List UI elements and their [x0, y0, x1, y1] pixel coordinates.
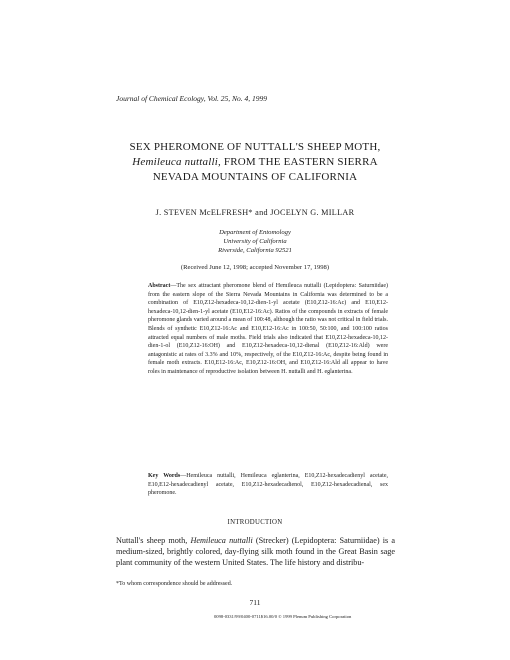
journal-citation: Journal of Chemical Ecology, Vol. 25, No. 4, 1999 [116, 94, 268, 103]
section-heading: INTRODUCTION [227, 519, 283, 526]
affiliation-university: University of California [223, 238, 287, 245]
intro-paragraph [116, 535, 395, 568]
intro-text-rest: (Strecker) (Lepidoptera: Saturniidae) is a medium-sized, brightly colored, day-flying silk moth found in the Great Basin sage plant community of the western United States. The life history and distribu- [116, 536, 395, 567]
abstract-label: Abstract [148, 283, 171, 289]
abstract-text: —The sex attractant pheromone blend of Hemileuca nuttalli (Lepidoptera: Saturniidae) from the eastern slope of the Sierra Nevada Mountains in California was determined to be a combination of E10,Z12-hexadeca-10,12-dien-1-yl acetate (E10,Z12-16:Ac) and E10,E12-hexadeca-10,12-dien-1-yl acetate (E10,E12-16:Ac). Ratios of the compounds in extracts of female pheromone glands varied around a mean of 100:48, although the ratio was not critical in field trials. Blends of synthetic E10,Z12-16:Ac and E10,E12-16:Ac in 100:50, 50:100, and 100:100 ratios attracted equal numbers of male moths. Field trials also indicated that E10,Z12-hexadeca-10,12-dien-1-ol (E10,Z12-16:OH) and E10,Z12-hexadeca-10,12-dienal (E10,Z12-16:Ald) were antagonistic at rates of 3.3% and 10%, respectively, of the E10,Z12-16:Ac, despite being found in female moth extracts. E10,E12-16:Ac, E10,Z12-16:OH, and E10,Z12-16:Ald all appear to have roles in maintenance of reproductive isolation between H. nuttalli and H. eglanterina. [148, 283, 388, 375]
key-words [148, 472, 388, 498]
affiliation [90, 228, 420, 255]
title-species: Hemileuca nuttalli, [132, 156, 221, 168]
abstract [148, 282, 388, 377]
intro-species: Hemileuca nuttalli [190, 536, 253, 545]
page-number: 711 [249, 598, 261, 607]
title-line-2-rest: FROM THE EASTERN SIERRA [220, 156, 378, 168]
footnote: *To whom correspondence should be addressed. [116, 581, 233, 587]
received-dates: (Received June 12, 1998; accepted November 17, 1998) [180, 264, 330, 271]
title-line-1: SEX PHEROMONE OF NUTTALL'S SHEEP MOTH, [129, 141, 381, 153]
key-words-label: Key Words [148, 473, 181, 479]
author-list: J. STEVEN McELFRESH* and JOCELYN G. MILLAR [155, 208, 355, 217]
affiliation-department: Department of Entomology [219, 229, 291, 236]
paper-title [90, 140, 420, 185]
title-line-2 [90, 155, 420, 170]
intro-text-start: Nuttall's sheep moth, [116, 536, 191, 545]
copyright-line: 0098-0331/99/0400-0711$16.00/0 © 1999 Plenum Publishing Corporation [214, 614, 352, 619]
title-line-3: NEVADA MOUNTAINS OF CALIFORNIA [152, 171, 358, 183]
key-words-text: —Hemileuca nuttalli, Hemileuca eglanterina, E10,Z12-hexadecadienyl acetate, E10,E12-hexadecadienyl acetate, E10,Z12-hexadecadienol, E10,Z12-hexadecadienal, sex pheromone. [148, 473, 388, 497]
affiliation-city: Riverside, California 92521 [218, 247, 292, 254]
